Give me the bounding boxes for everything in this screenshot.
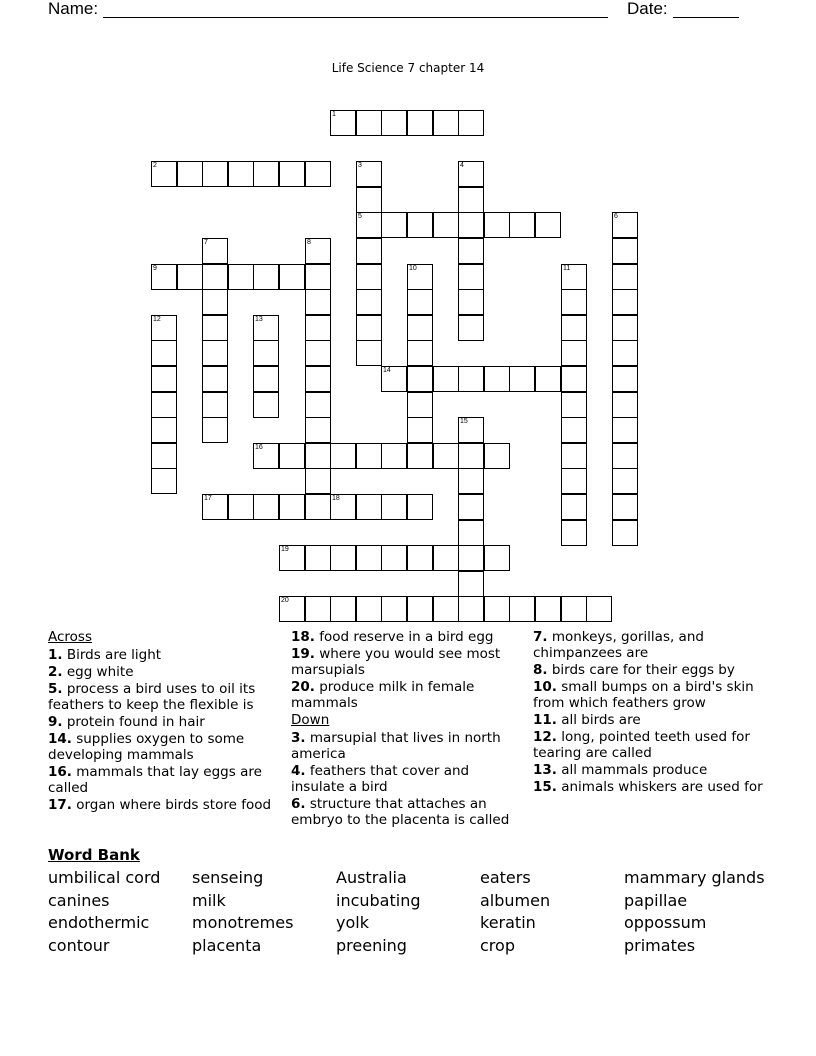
- crossword-cell[interactable]: [561, 596, 587, 622]
- clue-across-1: 1. Birds are light: [48, 647, 162, 663]
- crossword-cell[interactable]: [407, 110, 433, 136]
- crossword-cell[interactable]: [561, 366, 587, 392]
- crossword-cell[interactable]: [305, 340, 331, 366]
- crossword-cell[interactable]: [177, 161, 203, 187]
- crossword-cell[interactable]: [330, 443, 356, 469]
- crossword-cell[interactable]: [612, 417, 638, 443]
- crossword-cell[interactable]: [484, 596, 510, 622]
- crossword-cell[interactable]: [202, 289, 228, 315]
- crossword-cell[interactable]: [305, 264, 331, 290]
- cell-number: 4: [460, 162, 464, 169]
- crossword-cell[interactable]: [202, 161, 228, 187]
- crossword-cell[interactable]: [381, 443, 407, 469]
- clue-down-8: 8. birds care for their eggs by: [533, 662, 735, 678]
- crossword-cell[interactable]: [407, 212, 433, 238]
- crossword-cell[interactable]: [151, 161, 177, 187]
- word-bank-word: milk: [192, 891, 226, 910]
- word-bank-word: Australia: [336, 868, 407, 887]
- clue-down-15: 15. animals whiskers are used for: [533, 779, 763, 795]
- crossword-cell[interactable]: [458, 315, 484, 341]
- across-heading: Across: [48, 629, 93, 645]
- crossword-cell[interactable]: [561, 289, 587, 315]
- crossword-cell[interactable]: [612, 520, 638, 546]
- cell-number: 15: [460, 418, 468, 425]
- word-bank-word: albumen: [480, 891, 551, 910]
- crossword-cell[interactable]: [458, 110, 484, 136]
- crossword-cell[interactable]: [330, 494, 356, 520]
- word-bank-word: keratin: [480, 913, 536, 932]
- cell-number: 12: [153, 316, 161, 323]
- crossword-cell[interactable]: [433, 443, 459, 469]
- crossword-cell[interactable]: [356, 264, 382, 290]
- word-bank-word: mammary glands: [624, 868, 765, 887]
- cell-number: 7: [204, 239, 208, 246]
- clue-down-7: 7. monkeys, gorillas, and chimpanzees are: [533, 629, 704, 661]
- clue-down-13: 13. all mammals produce: [533, 762, 708, 778]
- crossword-cell[interactable]: [458, 238, 484, 264]
- word-bank-word: preening: [336, 936, 407, 955]
- crossword-cell[interactable]: [535, 596, 561, 622]
- crossword-cell[interactable]: [356, 545, 382, 571]
- clue-down-6: 6. structure that attaches an embryo to the placenta is called: [291, 796, 510, 828]
- crossword-cell[interactable]: [330, 596, 356, 622]
- cell-number: 18: [332, 495, 340, 502]
- crossword-cell[interactable]: [356, 340, 382, 366]
- crossword-cell[interactable]: [586, 596, 612, 622]
- cell-number: 16: [255, 444, 263, 451]
- crossword-cell[interactable]: [381, 366, 407, 392]
- crossword-cell[interactable]: [561, 417, 587, 443]
- word-bank-word: primates: [624, 936, 696, 955]
- crossword-cell[interactable]: [356, 238, 382, 264]
- crossword-cell[interactable]: [151, 340, 177, 366]
- crossword-cell[interactable]: [202, 366, 228, 392]
- crossword-cell[interactable]: [151, 392, 177, 418]
- crossword-cell[interactable]: [561, 520, 587, 546]
- crossword-cell[interactable]: [612, 366, 638, 392]
- word-bank-word: canines: [48, 891, 110, 910]
- crossword-cell[interactable]: [381, 545, 407, 571]
- crossword-cell[interactable]: [612, 289, 638, 315]
- crossword-cell[interactable]: [253, 315, 279, 341]
- crossword-cell[interactable]: [356, 596, 382, 622]
- crossword-cell[interactable]: [279, 596, 305, 622]
- crossword-cell[interactable]: [612, 315, 638, 341]
- crossword-cell[interactable]: [509, 366, 535, 392]
- crossword-cell[interactable]: [458, 520, 484, 546]
- clue-across-17: 17. organ where birds store food: [48, 797, 272, 813]
- crossword-cell[interactable]: [305, 596, 331, 622]
- crossword-cell[interactable]: [612, 443, 638, 469]
- crossword-cell[interactable]: [381, 494, 407, 520]
- cell-number: 3: [358, 162, 362, 169]
- crossword-cell[interactable]: [458, 289, 484, 315]
- crossword-cell[interactable]: [253, 161, 279, 187]
- cell-number: 19: [281, 546, 289, 553]
- crossword-cell[interactable]: [484, 443, 510, 469]
- crossword-cell[interactable]: [407, 264, 433, 290]
- cell-number: 9: [153, 265, 157, 272]
- down-heading: Down: [291, 712, 330, 728]
- crossword-cell[interactable]: [381, 596, 407, 622]
- crossword-cell[interactable]: [305, 315, 331, 341]
- cell-number: 11: [563, 265, 571, 272]
- clue-across-5: 5. process a bird uses to oil its feathers to keep the flexible is: [48, 681, 256, 713]
- crossword-cell[interactable]: [561, 315, 587, 341]
- crossword-cell[interactable]: [202, 340, 228, 366]
- crossword-cell[interactable]: [458, 264, 484, 290]
- clue-down-4: 4. feathers that cover and insulate a bird: [291, 763, 470, 795]
- word-bank-word: oppossum: [624, 913, 707, 932]
- clues-column-2: [291, 629, 519, 829]
- word-bank-word: eaters: [480, 868, 531, 887]
- crossword-cell[interactable]: [202, 494, 228, 520]
- crossword-cell[interactable]: [228, 264, 254, 290]
- clues-column-1: [48, 629, 273, 814]
- crossword-cell[interactable]: [509, 596, 535, 622]
- crossword-cell[interactable]: [151, 366, 177, 392]
- crossword-cell[interactable]: [202, 392, 228, 418]
- crossword-cell[interactable]: [407, 596, 433, 622]
- crossword-cell[interactable]: [356, 494, 382, 520]
- clues-column-3: [533, 629, 768, 796]
- crossword-cell[interactable]: [535, 366, 561, 392]
- crossword-cell[interactable]: [458, 161, 484, 187]
- cell-number: 6: [614, 213, 618, 220]
- crossword-cell[interactable]: [177, 264, 203, 290]
- date-label: Date:: [627, 0, 668, 18]
- crossword-cell[interactable]: [356, 315, 382, 341]
- crossword-cell[interactable]: [433, 212, 459, 238]
- page-title: Life Science 7 chapter 14: [331, 61, 485, 75]
- cell-number: 1: [332, 111, 336, 118]
- crossword-cell[interactable]: [407, 417, 433, 443]
- crossword-cell[interactable]: [407, 340, 433, 366]
- word-bank-title: Word Bank: [48, 846, 140, 864]
- word-bank-word: umbilical cord: [48, 868, 161, 887]
- crossword-cell[interactable]: [356, 289, 382, 315]
- crossword-cell[interactable]: [433, 366, 459, 392]
- cell-number: 13: [255, 316, 263, 323]
- word-bank-word: incubating: [336, 891, 421, 910]
- crossword-cell[interactable]: [305, 545, 331, 571]
- clue-across-16: 16. mammals that lay eggs are called: [48, 764, 262, 796]
- crossword-cell[interactable]: [356, 187, 382, 213]
- crossword-cell[interactable]: [612, 392, 638, 418]
- crossword-cell[interactable]: [330, 110, 356, 136]
- crossword-cell[interactable]: [484, 366, 510, 392]
- clue-down-11: 11. all birds are: [533, 712, 641, 728]
- crossword-cell[interactable]: [305, 443, 331, 469]
- crossword-cell[interactable]: [202, 238, 228, 264]
- crossword-cell[interactable]: [561, 494, 587, 520]
- crossword-cell[interactable]: [535, 212, 561, 238]
- crossword-cell[interactable]: [356, 161, 382, 187]
- crossword-cell[interactable]: [202, 315, 228, 341]
- clue-across-14: 14. supplies oxygen to some developing mammals: [48, 731, 245, 763]
- crossword-cell[interactable]: [228, 494, 254, 520]
- clue-across-2: 2. egg white: [48, 664, 134, 680]
- crossword-cell[interactable]: [253, 264, 279, 290]
- crossword-cell[interactable]: [458, 212, 484, 238]
- crossword-cell[interactable]: [253, 494, 279, 520]
- crossword-cell[interactable]: [305, 392, 331, 418]
- crossword-cell[interactable]: [458, 468, 484, 494]
- crossword-cell[interactable]: [151, 264, 177, 290]
- crossword-cell[interactable]: [305, 366, 331, 392]
- cell-number: 2: [153, 162, 157, 169]
- crossword-cell[interactable]: [509, 212, 535, 238]
- clue-across-18: 18. food reserve in a bird egg: [291, 629, 494, 645]
- crossword-cell[interactable]: [484, 212, 510, 238]
- crossword-cell[interactable]: [561, 443, 587, 469]
- word-bank-word: senseing: [192, 868, 264, 887]
- cell-number: 5: [358, 213, 362, 220]
- word-bank-word: monotremes: [192, 913, 294, 932]
- word-bank-word: endothermic: [48, 913, 150, 932]
- crossword-cell[interactable]: [279, 545, 305, 571]
- crossword-cell[interactable]: [612, 264, 638, 290]
- crossword-cell[interactable]: [612, 468, 638, 494]
- crossword-cell[interactable]: [356, 110, 382, 136]
- cell-number: 17: [204, 495, 212, 502]
- crossword-cell[interactable]: [407, 366, 433, 392]
- crossword-cell[interactable]: [407, 443, 433, 469]
- clue-down-12: 12. long, pointed teeth used for tearing are called: [533, 729, 750, 761]
- cell-number: 8: [307, 239, 311, 246]
- crossword-cell[interactable]: [433, 110, 459, 136]
- crossword-cell[interactable]: [151, 443, 177, 469]
- crossword-cell[interactable]: [279, 264, 305, 290]
- clue-across-9: 9. protein found in hair: [48, 714, 205, 730]
- name-label: Name:: [48, 0, 99, 18]
- crossword-cell[interactable]: [151, 417, 177, 443]
- crossword-cell[interactable]: [407, 289, 433, 315]
- crossword-cell[interactable]: [458, 571, 484, 597]
- crossword-cell[interactable]: [458, 545, 484, 571]
- crossword-cell[interactable]: [253, 366, 279, 392]
- word-bank-word: contour: [48, 936, 110, 955]
- crossword-cell[interactable]: [305, 417, 331, 443]
- crossword-cell[interactable]: [202, 264, 228, 290]
- crossword-cell[interactable]: [407, 315, 433, 341]
- crossword-cell[interactable]: [433, 545, 459, 571]
- clue-down-3: 3. marsupial that lives in north america: [291, 730, 501, 762]
- word-bank-word: papillae: [624, 891, 688, 910]
- crossword-cell[interactable]: [305, 161, 331, 187]
- crossword-cell[interactable]: [458, 187, 484, 213]
- crossword-cell[interactable]: [458, 443, 484, 469]
- crossword-cell[interactable]: [612, 340, 638, 366]
- crossword-cell[interactable]: [458, 417, 484, 443]
- crossword-cell[interactable]: [305, 494, 331, 520]
- crossword-cell[interactable]: [561, 468, 587, 494]
- crossword-cell[interactable]: [612, 494, 638, 520]
- crossword-cell[interactable]: [305, 238, 331, 264]
- crossword-cell[interactable]: [407, 494, 433, 520]
- crossword-cell[interactable]: [253, 443, 279, 469]
- crossword-cell[interactable]: [151, 315, 177, 341]
- crossword-cell[interactable]: [228, 161, 254, 187]
- crossword-cell[interactable]: [458, 494, 484, 520]
- word-bank-word: crop: [480, 936, 515, 955]
- crossword-cell[interactable]: [458, 596, 484, 622]
- crossword-cell[interactable]: [407, 545, 433, 571]
- crossword-cell[interactable]: [612, 238, 638, 264]
- word-bank-word: placenta: [192, 936, 262, 955]
- crossword-cell[interactable]: [151, 468, 177, 494]
- crossword-cell[interactable]: [561, 340, 587, 366]
- crossword-cell[interactable]: [279, 161, 305, 187]
- cell-number: 14: [383, 367, 391, 374]
- word-bank-word: yolk: [336, 913, 369, 932]
- crossword-cell[interactable]: [561, 392, 587, 418]
- crossword-cell[interactable]: [356, 443, 382, 469]
- crossword-cell[interactable]: [253, 392, 279, 418]
- crossword-cell[interactable]: [253, 340, 279, 366]
- crossword-cell[interactable]: [381, 110, 407, 136]
- crossword-cell[interactable]: [561, 264, 587, 290]
- crossword-cell[interactable]: [612, 212, 638, 238]
- crossword-cell[interactable]: [279, 494, 305, 520]
- crossword-cell[interactable]: [356, 212, 382, 238]
- crossword-cell[interactable]: [330, 545, 356, 571]
- crossword-cell[interactable]: [458, 366, 484, 392]
- clue-across-19: 19. where you would see most marsupials: [291, 646, 501, 678]
- crossword-cell[interactable]: [305, 468, 331, 494]
- crossword-cell[interactable]: [202, 417, 228, 443]
- crossword-cell[interactable]: [484, 545, 510, 571]
- crossword-cell[interactable]: [279, 443, 305, 469]
- crossword-cell[interactable]: [381, 212, 407, 238]
- crossword-cell[interactable]: [305, 289, 331, 315]
- clue-down-10: 10. small bumps on a bird's skin from which feathers grow: [533, 679, 754, 711]
- cell-number: 10: [409, 265, 417, 272]
- clue-across-20: 20. produce milk in female mammals: [291, 679, 475, 711]
- crossword-cell[interactable]: [407, 392, 433, 418]
- crossword-cell[interactable]: [433, 596, 459, 622]
- cell-number: 20: [281, 597, 289, 604]
